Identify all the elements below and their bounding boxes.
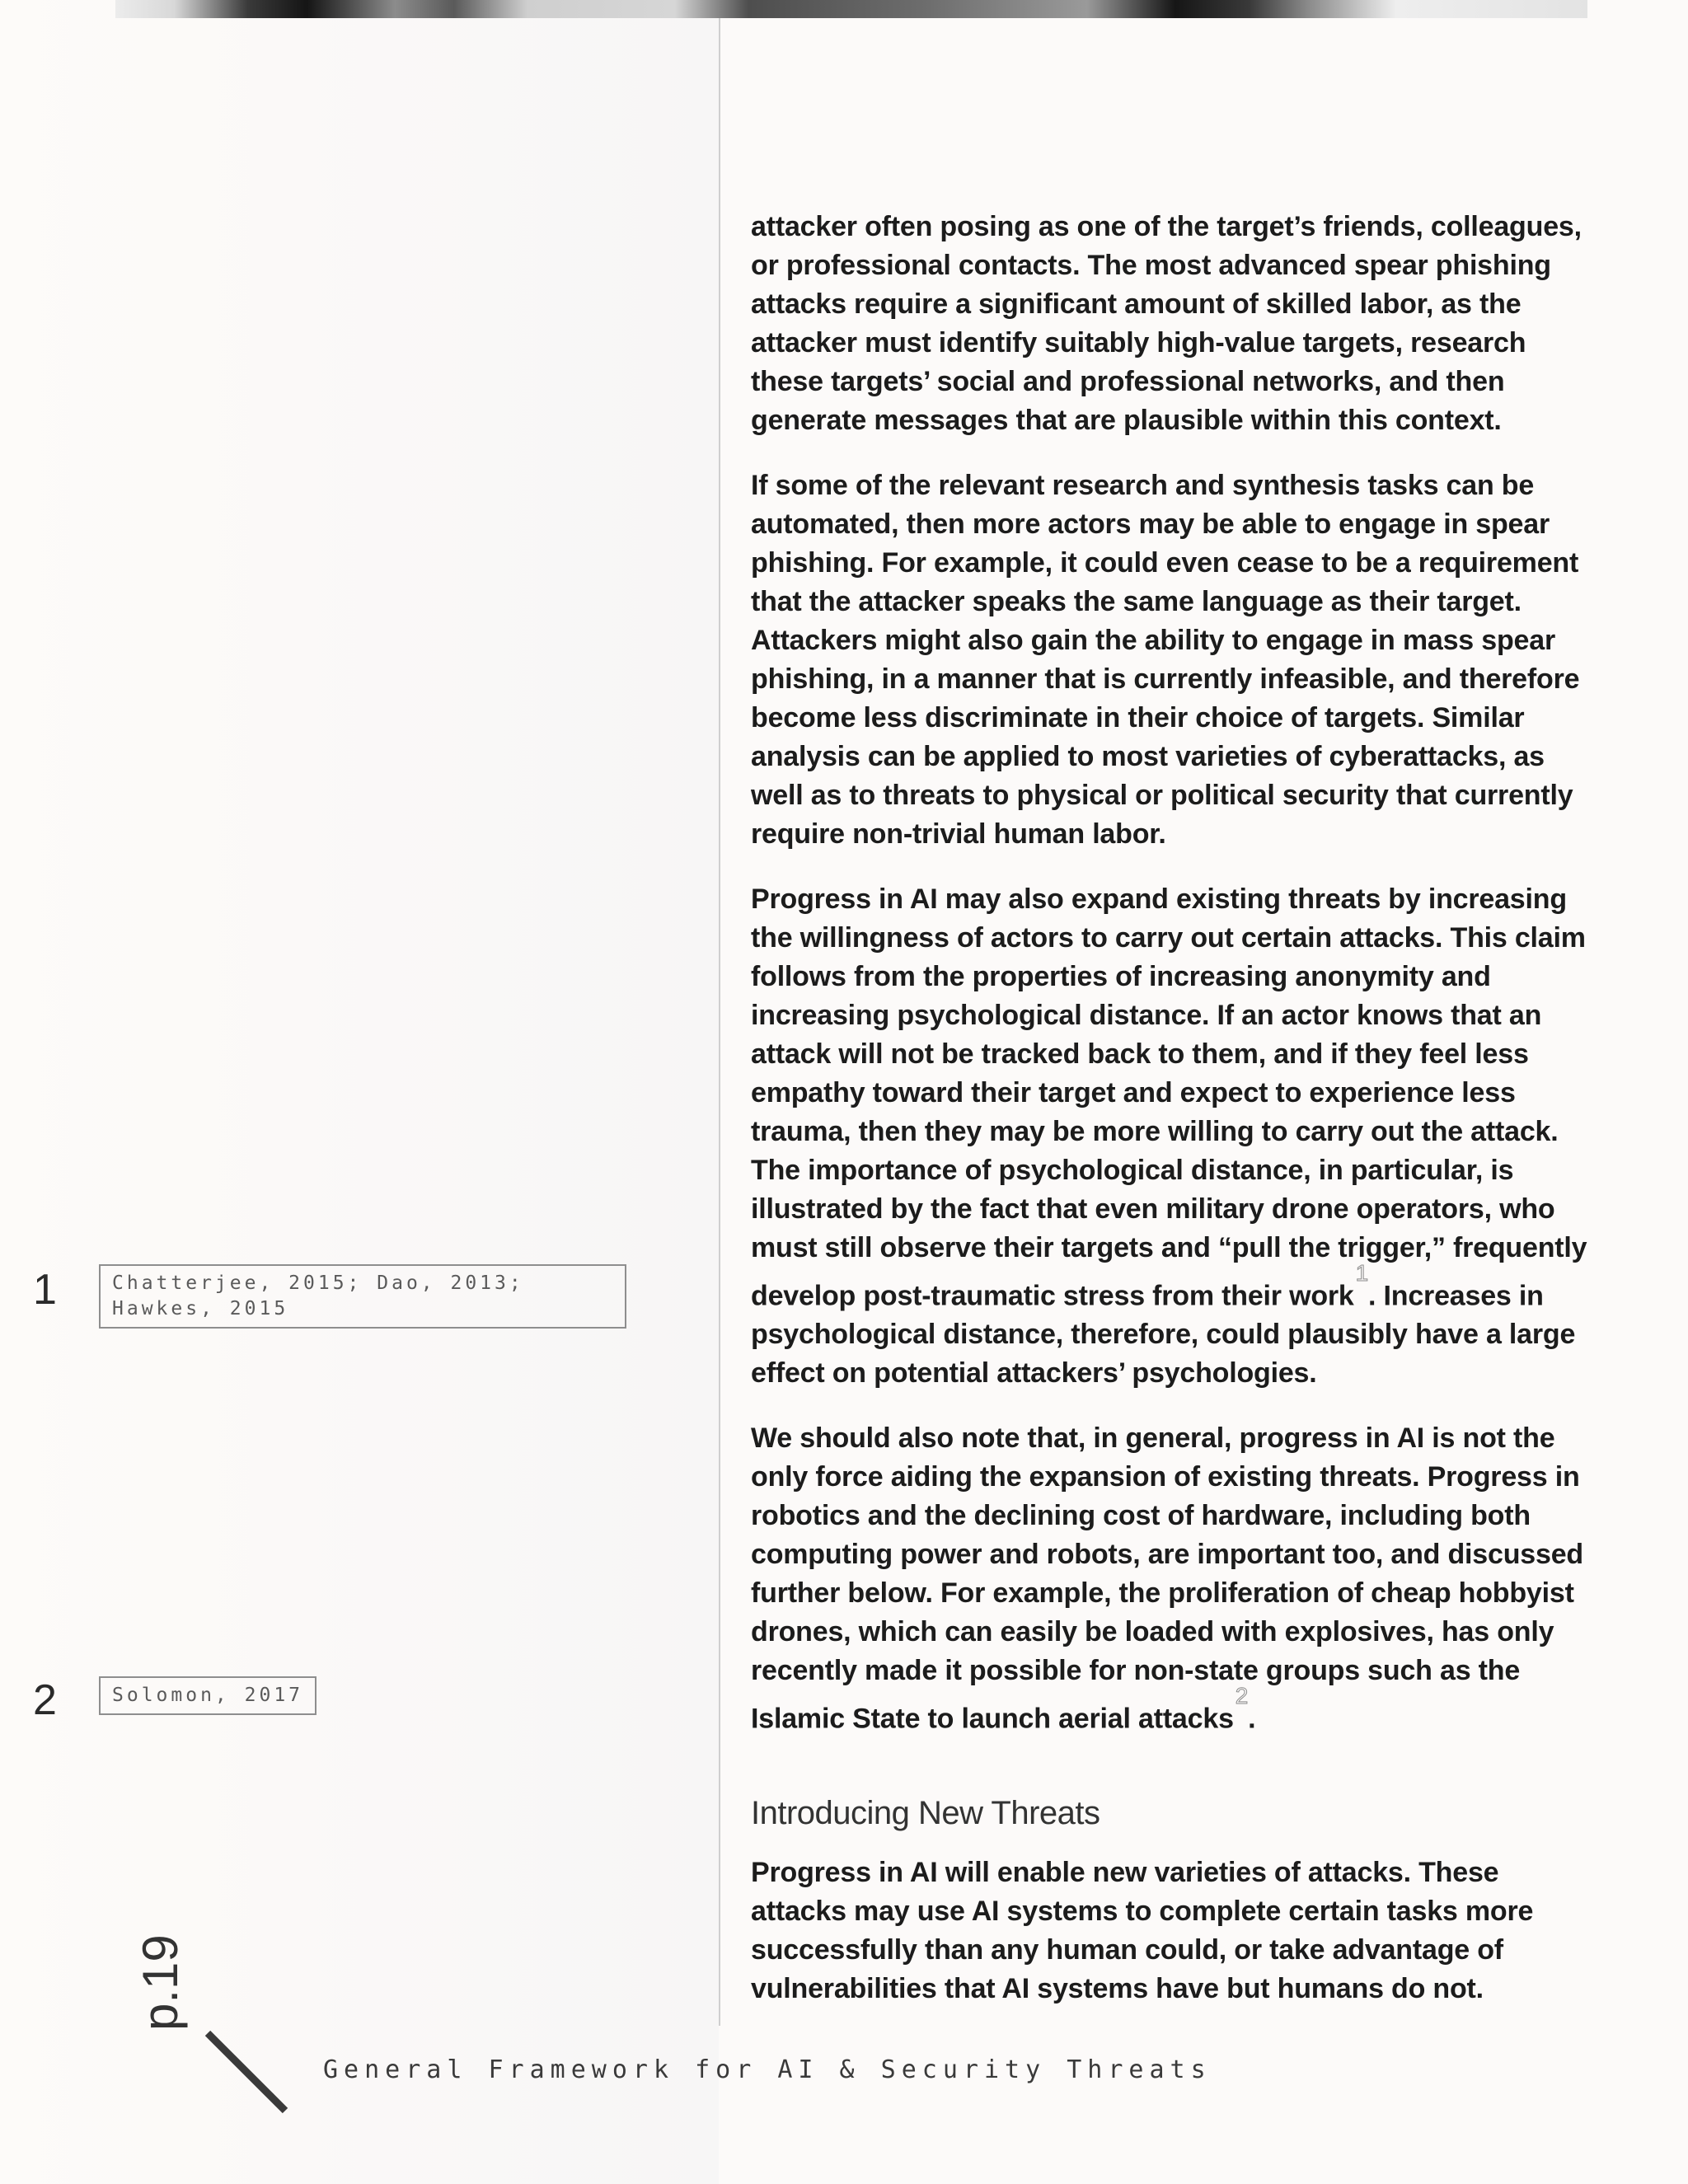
section-heading: Introducing New Threats [751, 1794, 1100, 1831]
footnote-number-1: 1 [33, 1266, 57, 1314]
footnote-citation-1: Chatterjee, 2015; Dao, 2013; Hawkes, 2015 [99, 1264, 626, 1329]
column-divider [719, 18, 720, 2026]
paragraph-1: attacker often posing as one of the target’s friends, colleagues, or professional contacts. The most advanced spear phishing attacks require a significant amount of skilled labor, as the attacker must identify suitably high-value targets, research these targets’ social and professional networks, and then generate messages that are plausible within this context. [751, 211, 1582, 436]
paragraph-2: If some of the relevant research and synthesis tasks can be automated, then more actors may be able to engage in spear phishing. For example, it could even cease to be a requirement that the attacker speaks the same language as their target. Attackers might also gain the ability to engage in mass spear phishing, in a manner that is currently infeasible, and therefore become less discriminate in their choice of targets. Similar analysis can be applied to most varieties of cyberattacks, as well as to threats to physical or political security that currently require non-trivial human labor. [751, 470, 1580, 850]
paragraph-4-text-end: . [1248, 1703, 1256, 1735]
footnote-ref-1[interactable]: 1 [1355, 1260, 1369, 1286]
margin-column [0, 0, 719, 2184]
footnote-number-2: 2 [33, 1676, 57, 1724]
page-number-text: p.19 [133, 1934, 188, 2031]
footer-document-title: General Framework for AI & Security Threats [323, 2055, 1212, 2084]
paragraph-4 [751, 1419, 1592, 1738]
header-gradient-band [115, 0, 1587, 18]
main-text-column [751, 208, 1592, 2035]
page-number [115, 1907, 206, 2039]
paragraph-3-text: Progress in AI may also expand existing threats by increasing the willingness of actors to carry out certain attacks. This claim follows from the properties of increasing anonymity and increasing psychological distance. If an actor knows that an attack will not be tracked back to them, and if they feel less empathy toward their target and expect to experience less trauma, then they may be more willing to carry out the attack. The importance of psychological distance, in particular, is illustrated by the fact that even military drone operators, who must still observe their targets and “pull the trigger,” frequently develop post-traumatic stress from their work [751, 883, 1587, 1312]
paragraph-3-text-end: . Increases in psychological distance, therefore, could plausibly have a large effect on potential attackers’ psychologies. [751, 1280, 1576, 1390]
footnote-ref-2[interactable]: 2 [1235, 1683, 1249, 1709]
paragraph-5: Progress in AI will enable new varieties of attacks. These attacks may use AI systems to complete certain tasks more successfully than any human could, or take advantage of vulnerabilities that AI systems have but humans do not. [751, 1856, 1534, 2004]
paragraph-3 [751, 880, 1592, 1393]
paragraph-4-text: We should also note that, in general, progress in AI is not the only force aiding the expansion of existing threats. Progress in robotics and the declining cost of hardware, including both computing power and robots, are important too, and discussed further below. For example, the proliferation of cheap hobbyist drones, which can easily be loaded with explosives, has only recently made it possible for non-state groups such as the Islamic State to launch aerial attacks [751, 1422, 1583, 1735]
slash-divider-icon [198, 2023, 297, 2122]
footnote-citation-2: Solomon, 2017 [99, 1676, 316, 1715]
